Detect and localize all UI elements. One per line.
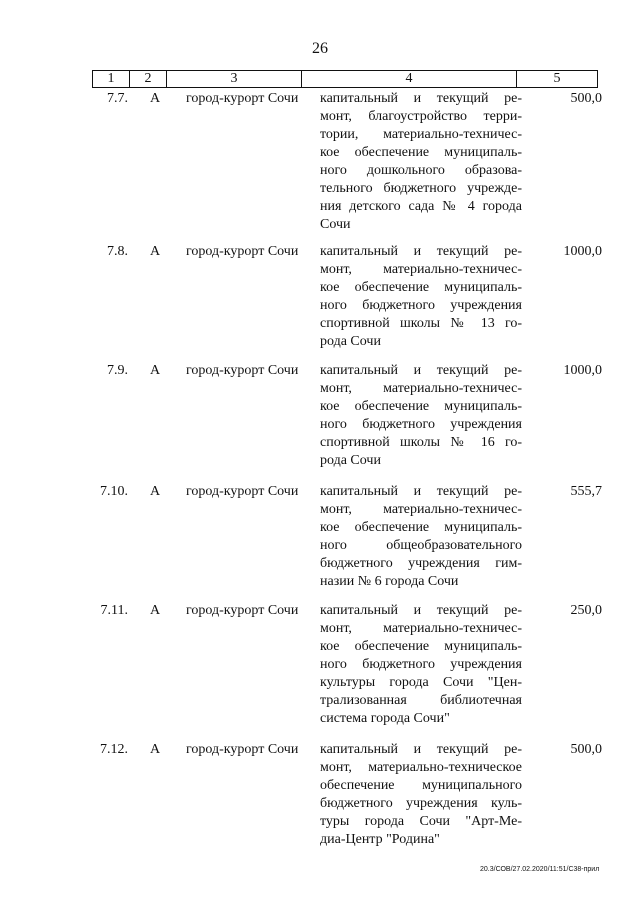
row-category: А xyxy=(150,484,161,499)
description-line: кое обеспечение муниципаль- xyxy=(320,639,522,654)
description-line: тории, материально-техничес- xyxy=(320,127,522,142)
description-line: капитальный и текущий ре- xyxy=(320,603,522,618)
row-amount: 250,0 xyxy=(570,603,602,618)
description-line: диа-Центр "Родина" xyxy=(320,832,440,847)
column-header-2: 2 xyxy=(130,71,167,88)
description-line: кое обеспечение муниципаль- xyxy=(320,145,522,160)
row-amount: 555,7 xyxy=(570,484,602,499)
description-line: монт, материально-техничес- xyxy=(320,381,522,396)
description-line: назии № 6 города Сочи xyxy=(320,574,459,589)
description-line: спортивной школы № 16 го- xyxy=(320,435,522,450)
row-municipality: город-курорт Сочи xyxy=(186,363,299,378)
description-line: туры города Сочи "Арт-Ме- xyxy=(320,814,522,829)
description-line: монт, благоустройство терри- xyxy=(320,109,522,124)
column-header-4: 4 xyxy=(302,71,517,88)
row-amount: 1000,0 xyxy=(563,363,602,378)
description-line: ного общеобразовательного xyxy=(320,538,522,553)
row-municipality: город-курорт Сочи xyxy=(186,91,299,106)
description-line: капитальный и текущий ре- xyxy=(320,244,522,259)
description-line: трализованная библиотечная xyxy=(320,693,522,708)
row-amount: 500,0 xyxy=(570,91,602,106)
column-header-5: 5 xyxy=(517,71,598,88)
description-line: ного бюджетного учреждения xyxy=(320,657,522,672)
description-line: капитальный и текущий ре- xyxy=(320,363,522,378)
description-line: рода Сочи xyxy=(320,334,381,349)
row-amount: 1000,0 xyxy=(563,244,602,259)
row-number: 7.10. xyxy=(100,484,128,499)
row-number: 7.12. xyxy=(100,742,128,757)
row-description xyxy=(320,90,522,234)
description-line: обеспечение муниципального xyxy=(320,778,522,793)
description-line: капитальный и текущий ре- xyxy=(320,91,522,106)
row-description xyxy=(320,362,522,470)
description-line: ного дошкольного образова- xyxy=(320,163,522,178)
row-description xyxy=(320,741,522,849)
row-number: 7.7. xyxy=(107,91,128,106)
description-line: бюджетного учреждения куль- xyxy=(320,796,522,811)
row-category: А xyxy=(150,742,161,757)
row-category: А xyxy=(150,603,161,618)
description-line: ного бюджетного учреждения xyxy=(320,417,522,432)
row-municipality: город-курорт Сочи xyxy=(186,603,299,618)
row-category: А xyxy=(150,363,161,378)
column-header-1: 1 xyxy=(93,71,130,88)
description-line: система города Сочи" xyxy=(320,711,450,726)
description-line: капитальный и текущий ре- xyxy=(320,742,522,757)
row-number: 7.11. xyxy=(100,603,128,618)
description-line: тельного бюджетного учрежде- xyxy=(320,181,522,196)
description-line: капитальный и текущий ре- xyxy=(320,484,522,499)
description-line: Сочи xyxy=(320,217,351,232)
description-line: монт, материально-техническое xyxy=(320,760,522,775)
row-category: А xyxy=(150,91,161,106)
row-municipality: город-курорт Сочи xyxy=(186,244,299,259)
description-line: спортивной школы № 13 го- xyxy=(320,316,522,331)
description-line: монт, материально-техничес- xyxy=(320,262,522,277)
description-line: ного бюджетного учреждения xyxy=(320,298,522,313)
description-line: бюджетного учреждения гим- xyxy=(320,556,522,571)
description-line: монт, материально-техничес- xyxy=(320,621,522,636)
row-municipality: город-курорт Сочи xyxy=(186,484,299,499)
row-description xyxy=(320,243,522,351)
description-line: рода Сочи xyxy=(320,453,381,468)
description-line: кое обеспечение муниципаль- xyxy=(320,399,522,414)
description-line: кое обеспечение муниципаль- xyxy=(320,280,522,295)
row-municipality: город-курорт Сочи xyxy=(186,742,299,757)
row-amount: 500,0 xyxy=(570,742,602,757)
row-category: А xyxy=(150,244,161,259)
description-line: монт, материально-техничес- xyxy=(320,502,522,517)
row-number: 7.9. xyxy=(107,363,128,378)
description-line: кое обеспечение муниципаль- xyxy=(320,520,522,535)
column-header-3: 3 xyxy=(167,71,302,88)
description-line: культуры города Сочи "Цен- xyxy=(320,675,522,690)
row-description xyxy=(320,602,522,728)
footer-document-code: 20.3/СОВ/27.02.2020/11:51/С38-прил xyxy=(480,866,600,873)
row-number: 7.8. xyxy=(107,244,128,259)
column-header-table xyxy=(92,70,598,88)
description-line: ния детского сада № 4 города xyxy=(320,199,522,214)
row-description xyxy=(320,483,522,591)
page-number: 26 xyxy=(312,40,328,57)
